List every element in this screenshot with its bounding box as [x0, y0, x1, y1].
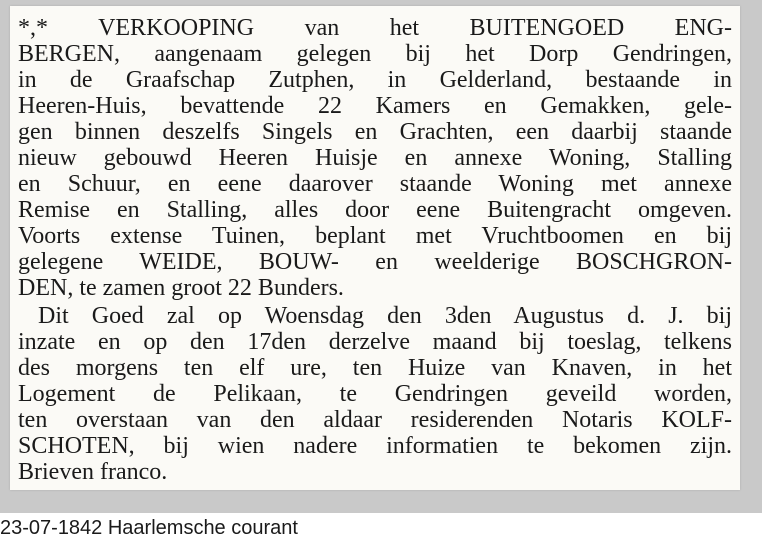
article-line: SCHOTEN, bij wien nadere informatien te bekomen zijn.: [18, 433, 732, 459]
article-line: Heeren-Huis, bevattende 22 Kamers en Gemakken, gele-: [18, 93, 732, 119]
article-line: des morgens ten elf ure, ten Huize van Knaven, in het: [18, 355, 732, 381]
article-line: Dit Goed zal op Woensdag den 3den Augustus d. J. bij: [38, 303, 732, 329]
article-line: gelegene WEIDE, BOUW- en weelderige BOSCHGRON-: [18, 249, 732, 275]
article-line: in de Graafschap Zutphen, in Gelderland, bestaande in: [18, 67, 732, 93]
article-line: Voorts extense Tuinen, beplant met Vruchtboomen en bij: [18, 223, 732, 249]
article-line: BERGEN, aangenaam gelegen bij het Dorp Gendringen,: [18, 41, 732, 67]
article-line: DEN, te zamen groot 22 Bunders.: [18, 275, 344, 301]
article-line: inzate en op den 17den derzelve maand bij toeslag, telkens: [18, 329, 732, 355]
article-line: Remise en Stalling, alles door eene Buitengracht omgeven.: [18, 197, 732, 223]
article-line: Logement de Pelikaan, te Gendringen geveild worden,: [18, 381, 732, 407]
image-caption: 23-07-1842 Haarlemsche courant: [0, 517, 298, 539]
article-line: ten overstaan van den aldaar residerenden Notaris KOLF-: [18, 407, 732, 433]
article-line: gen binnen deszelfs Singels en Grachten, een daarbij staande: [18, 119, 732, 145]
article-line: en Schuur, en eene daarover staande Woning met annexe: [18, 171, 732, 197]
article-line: Brieven franco.: [18, 459, 168, 485]
newspaper-clipping: [10, 6, 740, 490]
article-line: nieuw gebouwd Heeren Huisje en annexe Woning, Stalling: [18, 145, 732, 171]
article-line: *,* VERKOOPING van het BUITENGOED ENG-: [18, 15, 732, 41]
